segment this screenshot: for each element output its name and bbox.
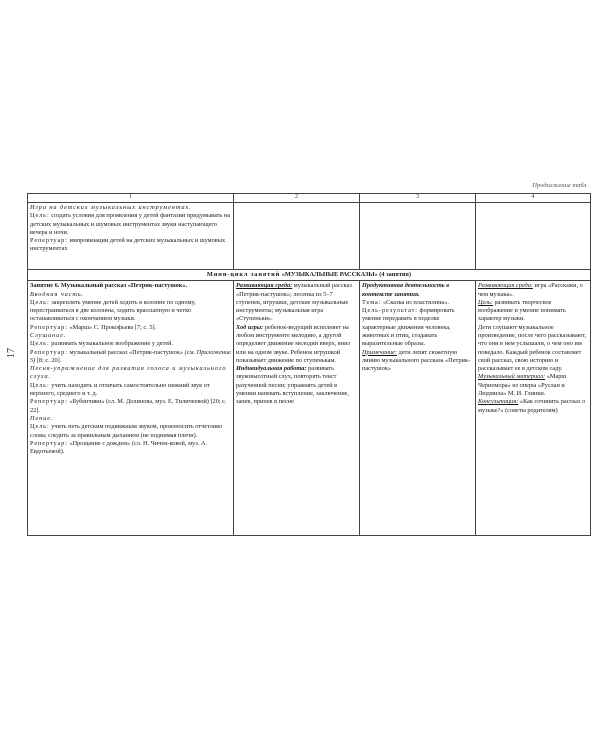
goal-term: Цель: bbox=[30, 212, 50, 220]
note-text: дети лепят сюжетную линию музыкального рассказа «Петрик-пастушок» bbox=[362, 348, 471, 373]
section-prefix: Мини-цикл занятий bbox=[206, 270, 281, 278]
empty-cell bbox=[476, 202, 591, 269]
goal-term: Цель: bbox=[30, 298, 50, 306]
family-work-cell bbox=[476, 281, 591, 536]
environment-text: игра «Расскажи, о чем музыка». bbox=[478, 282, 583, 298]
goal-text: учить находить и отличать самостоятельно нижний звук от верхнего, среднего и т. д. bbox=[30, 381, 210, 398]
section-header-row bbox=[28, 269, 591, 280]
material-line bbox=[478, 373, 588, 398]
description-text: Дети слушают музыкальное произведение, после чего рассказывают, что они в нем услышали, о чем оно им поведало. Каждый ребенок составляет свой рассказ, свою историю и рассказывает ее в детском саду. bbox=[478, 323, 587, 373]
continuation-label: Продолжение табл. bbox=[532, 182, 588, 189]
singing-heading: Пение. bbox=[30, 414, 54, 422]
repertoire-term: Репертуар: bbox=[30, 323, 68, 331]
repertoire-line bbox=[30, 398, 231, 415]
goal-text: создать условия для проявления у детей фантазии придумывать на детских музыкальных и шумовых инструментах звуки наступающего вечера и ночи. bbox=[30, 212, 231, 236]
repertoire-term: Репертуар: bbox=[30, 348, 68, 356]
section-title: «МУЗЫКАЛЬНЫЕ РАССКАЗЫ» (4 занятия) bbox=[281, 270, 412, 278]
individual-work-term: Индивидуальная работа: bbox=[236, 365, 307, 373]
lesson-content-cell bbox=[28, 281, 234, 536]
table-row bbox=[28, 281, 591, 536]
consultation-text: «Как сочинить рассказ о музыке?» (советы родителям) bbox=[478, 398, 586, 414]
appendix-reference: (см. Приложение 5) bbox=[30, 348, 231, 364]
theme-line bbox=[362, 299, 473, 307]
environment-text: музыкальный рассказ «Петрик-пастушок»; лесенка из 5–7 ступенек, игрушки, детские музыкальные инструменты; музыкальная игра «Ступеньки». bbox=[236, 282, 352, 323]
result-term: Цель-результат: bbox=[362, 307, 418, 315]
table-row bbox=[28, 202, 591, 269]
goal-line bbox=[30, 299, 231, 324]
environment-line bbox=[478, 282, 588, 299]
environment-line bbox=[236, 282, 357, 323]
repertoire-text: «Марш» С. Прокофьева [7; с. 5]. bbox=[69, 323, 157, 331]
empty-cell bbox=[234, 202, 360, 269]
citation: [8; с. 20]. bbox=[36, 356, 62, 364]
repertoire-text: «Бубенчики» (сл. М. Долинова, муз. Е. Тиличеевой) [20; с. 22]. bbox=[30, 398, 227, 414]
repertoire-line bbox=[30, 324, 231, 332]
repertoire-text: импровизации детей на детских музыкальных и шумовых инструментах bbox=[30, 237, 226, 253]
note-term: Примечание: bbox=[362, 348, 397, 356]
repertoire-line bbox=[30, 349, 231, 366]
goal-term: Цель: bbox=[30, 381, 50, 389]
individual-work-line bbox=[236, 365, 357, 406]
material-term: Музыкальный материал: bbox=[478, 373, 546, 381]
section-header bbox=[28, 269, 591, 280]
individual-work-text: развивать звуковысотный слух, повторять текст разученной песни; упражнять детей в умении напевать вступление, заключение, запев, припев в песне bbox=[236, 365, 350, 406]
goal-line bbox=[30, 423, 231, 440]
theme-term: Тема: bbox=[362, 298, 382, 306]
game-term: Ход игры: bbox=[236, 323, 264, 331]
repertoire-line bbox=[30, 440, 231, 457]
goal-text: развивать музыкальное воображение у детей. bbox=[51, 340, 174, 348]
intro-heading: Вводная часть. bbox=[30, 290, 85, 298]
game-text: ребенок-ведущий исполняет на любом инструменте мелодию, а другой определяет движение мелодии вверх, вниз или на одном звуке. Ребенок игрушкой показывает движение по ступенькам. bbox=[236, 323, 351, 364]
result-text: формировать умение передавать в поделке характерные движения человека, животных и птиц, создавать выразительные образы. bbox=[362, 307, 455, 348]
material-text: «Марш Черномора» из оперы «Руслан и Людмила» М. И. Глинки. bbox=[478, 373, 567, 398]
repertoire-line bbox=[30, 237, 231, 254]
column-number: 3 bbox=[360, 194, 476, 203]
goal-line bbox=[30, 382, 231, 399]
lesson-plan-table bbox=[27, 193, 591, 536]
activity-heading: Игра на детских музыкальных инструментах. bbox=[30, 203, 192, 211]
environment-term: Развивающая среда: bbox=[478, 282, 533, 290]
consultation-term: Консультация: bbox=[478, 398, 519, 406]
goal-line bbox=[30, 212, 231, 237]
goal-text: закреплять умение детей ходить в колонне по одному, перестраиваться в две колонны, ходить врассыпную и четко останавливаться с окончанием музыки. bbox=[30, 298, 196, 323]
column-number: 1 bbox=[28, 194, 234, 203]
productive-activity-cell bbox=[360, 281, 476, 536]
repertoire-text: музыкальный рассказ «Петрик-пастушок» bbox=[69, 348, 184, 356]
goal-line bbox=[478, 299, 588, 324]
goal-text: учить петь детским подвижным звуком, произносить отчетливо слова; следить за правильным дыханием (не поднимая плечи). bbox=[30, 423, 223, 439]
empty-cell bbox=[360, 202, 476, 269]
column-number: 4 bbox=[476, 194, 591, 203]
page-number: 17 bbox=[6, 348, 17, 358]
column-number: 2 bbox=[234, 194, 360, 203]
repertoire-text: «Прощание с дождем» (сл. Н. Чичен-ковой, муз. А. Евдотьевой). bbox=[30, 439, 207, 456]
goal-line bbox=[30, 340, 231, 348]
game-line bbox=[236, 324, 357, 365]
theme-text: «Сказка из пластилина». bbox=[382, 298, 449, 306]
consultation-line bbox=[478, 398, 588, 415]
environment-cell bbox=[234, 281, 360, 536]
lesson-title: Занятие 6. Музыкальный рассказ «Петрик-пастушок». bbox=[30, 282, 188, 290]
goal-term: Цель: bbox=[478, 298, 493, 306]
goal-term: Цель: bbox=[30, 423, 50, 431]
goal-term: Цель: bbox=[30, 340, 50, 348]
column-number-row bbox=[28, 194, 591, 203]
repertoire-term: Репертуар: bbox=[30, 439, 68, 447]
note-line bbox=[362, 349, 473, 374]
listening-heading: Слушание. bbox=[30, 331, 67, 339]
instrument-activity-cell bbox=[28, 202, 234, 269]
exercise-heading: Песня-упражнение для развития голоса и музыкального слуха. bbox=[30, 365, 227, 381]
productive-activity-heading: Продуктивная деятельность в контексте занятия. bbox=[362, 282, 450, 298]
goal-text: развивать творческое воображение и умение понимать характер музыки. bbox=[478, 298, 566, 323]
result-line bbox=[362, 307, 473, 348]
repertoire-term: Репертуар: bbox=[30, 237, 68, 245]
environment-term: Развивающая среда: bbox=[236, 282, 293, 290]
repertoire-term: Репертуар: bbox=[30, 398, 68, 406]
